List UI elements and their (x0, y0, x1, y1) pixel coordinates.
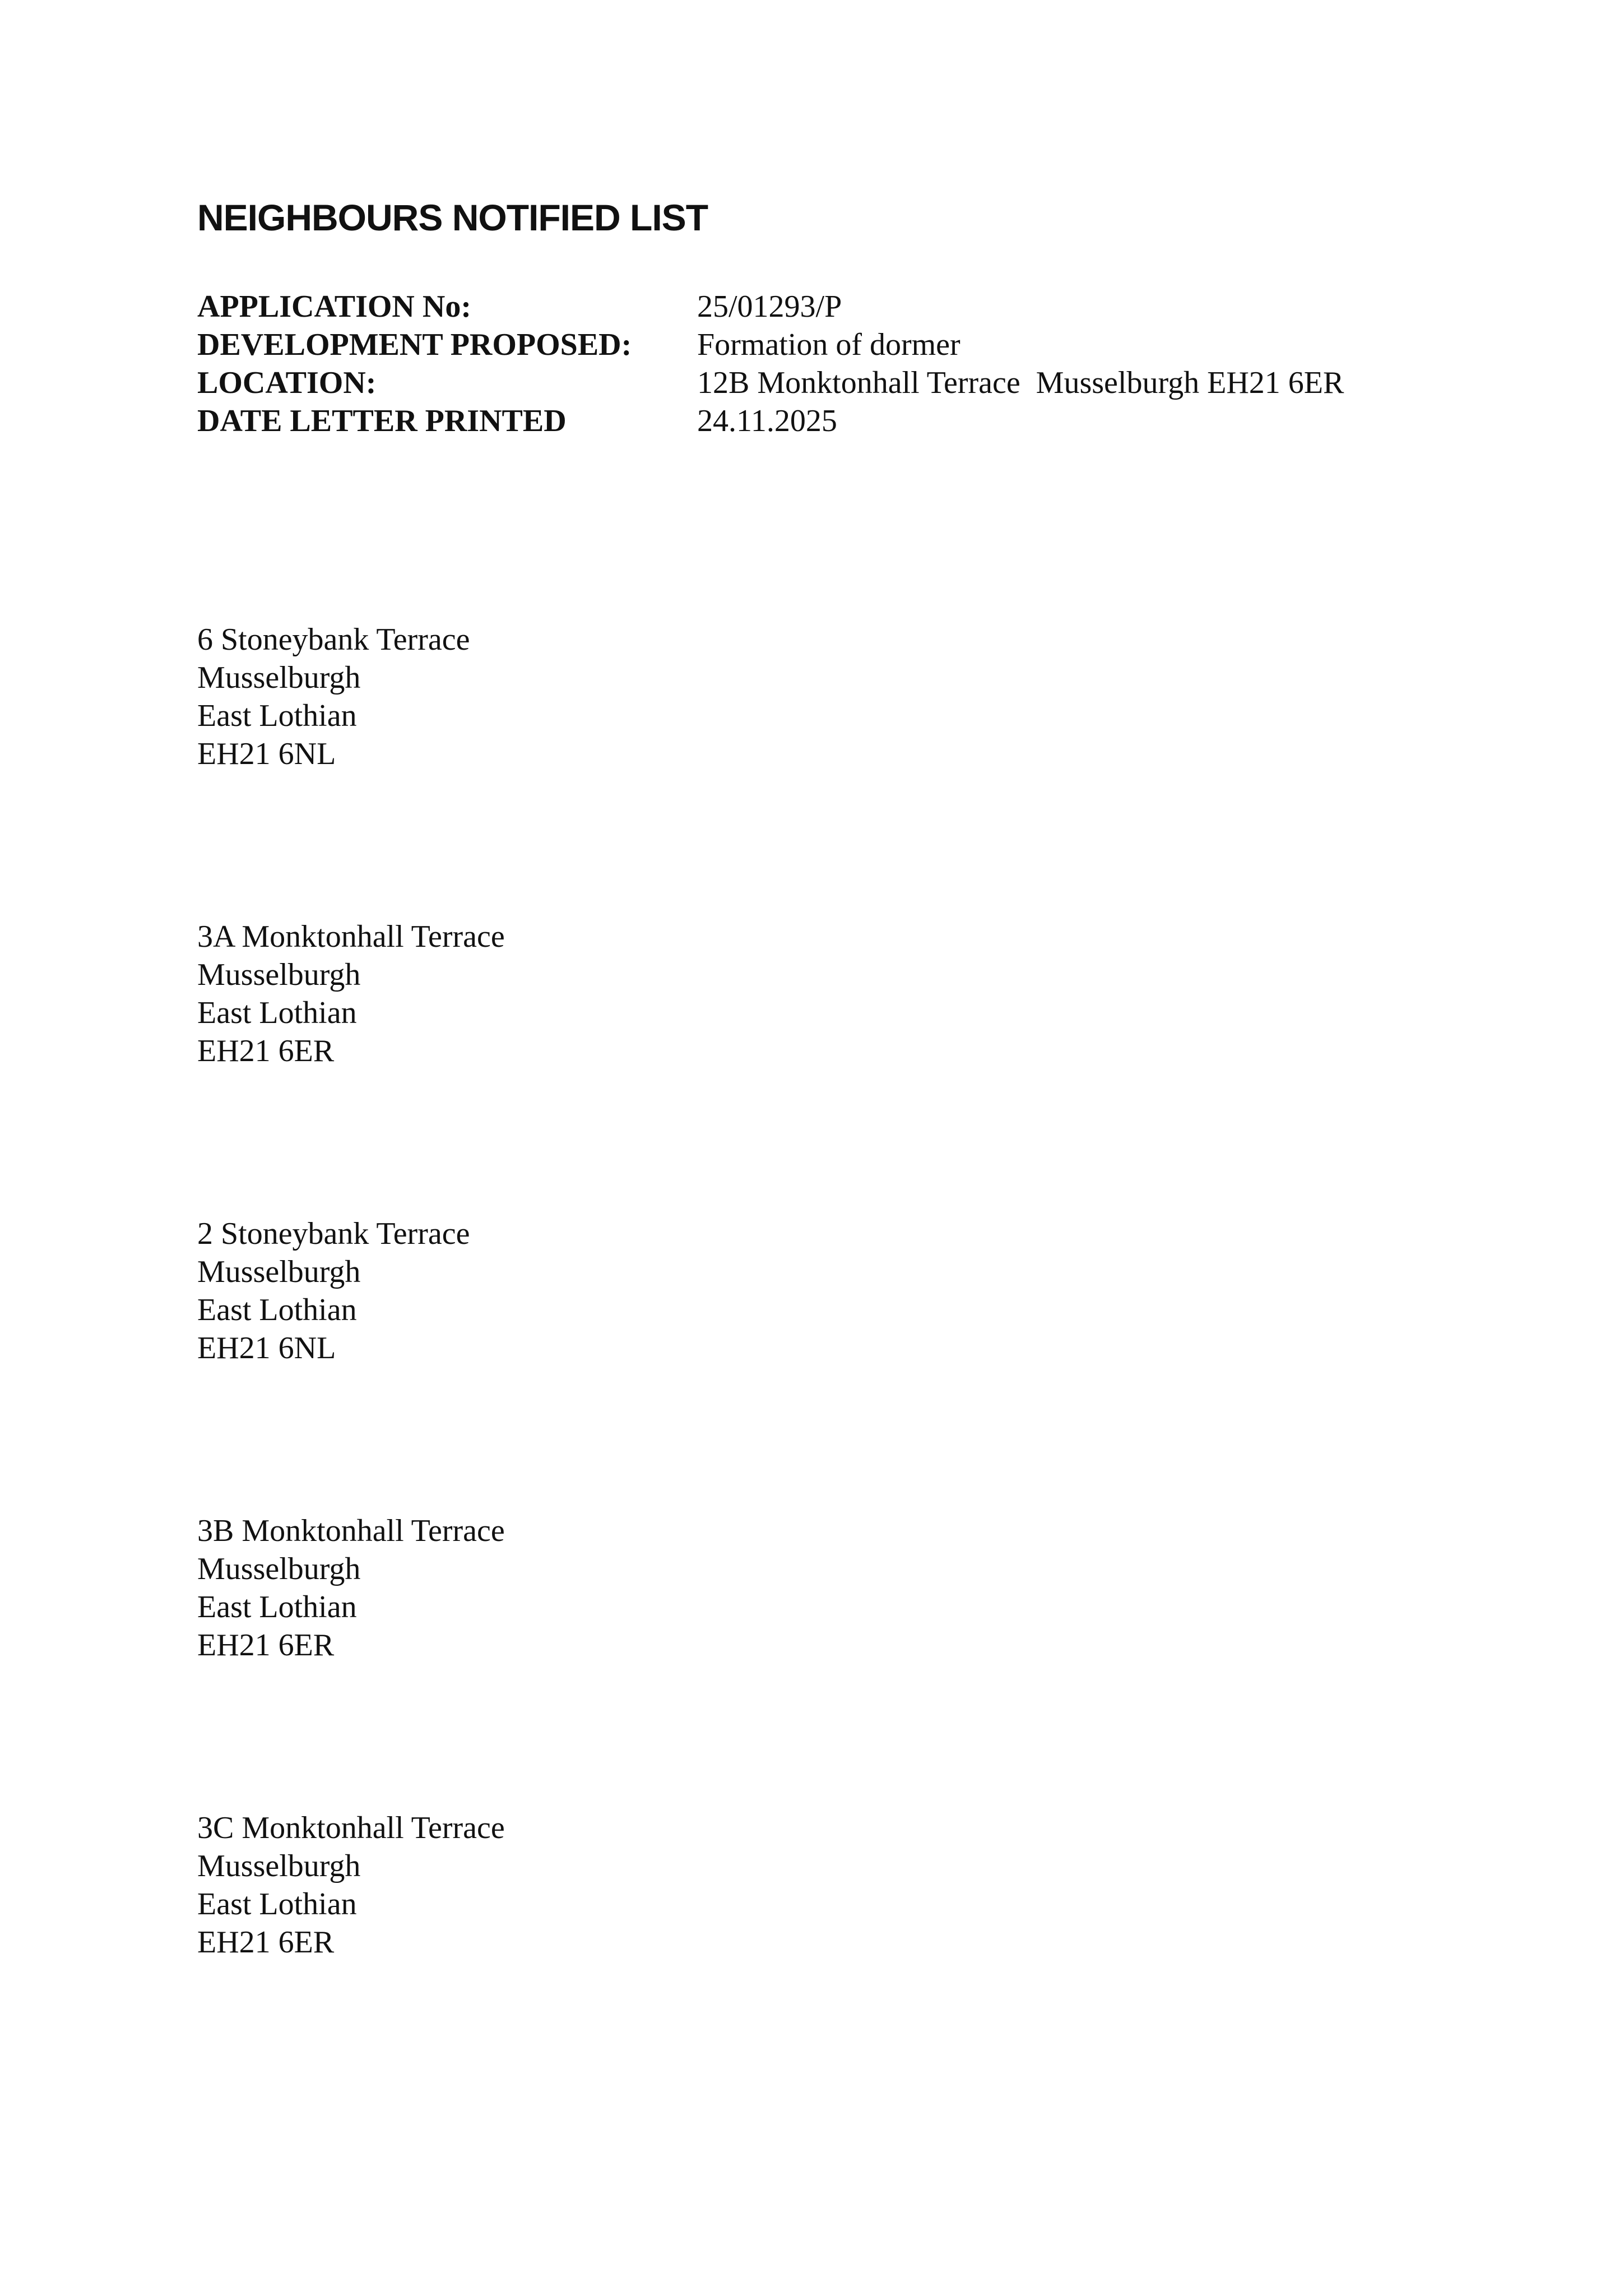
page-title: NEIGHBOURS NOTIFIED LIST (197, 197, 708, 238)
location-label: LOCATION: (197, 365, 377, 400)
application-number-label: APPLICATION No: (197, 289, 471, 324)
address-street: 3A Monktonhall Terrace (197, 919, 505, 954)
address-postcode: EH21 6ER (197, 1925, 335, 1960)
date-letter-printed-value: 24.11.2025 (697, 404, 837, 438)
location-value: 12B Monktonhall Terrace Musselburgh EH21 6ER (697, 365, 1344, 400)
development-proposed-row (197, 326, 1344, 364)
date-letter-printed-label: DATE LETTER PRINTED (197, 404, 567, 438)
address-region: East Lothian (197, 1293, 357, 1327)
neighbour-address (197, 1809, 505, 1961)
address-region: East Lothian (197, 1887, 357, 1922)
address-postcode: EH21 6NL (197, 1331, 336, 1365)
neighbour-address (197, 918, 505, 1070)
application-number-row (197, 288, 1344, 326)
application-number-value: 25/01293/P (697, 289, 842, 324)
address-street: 2 Stoneybank Terrace (197, 1216, 470, 1251)
location-row (197, 364, 1344, 402)
address-town: Musselburgh (197, 660, 361, 695)
address-street: 3C Monktonhall Terrace (197, 1811, 505, 1845)
neighbour-address (197, 1512, 505, 1664)
address-region: East Lothian (197, 698, 357, 733)
address-region: East Lothian (197, 996, 357, 1030)
neighbour-address (197, 621, 470, 773)
date-letter-printed-row (197, 402, 1344, 440)
address-street: 3B Monktonhall Terrace (197, 1513, 505, 1548)
address-town: Musselburgh (197, 1255, 361, 1289)
application-details (197, 288, 1344, 440)
address-town: Musselburgh (197, 1849, 361, 1883)
address-town: Musselburgh (197, 957, 361, 992)
neighbour-address (197, 1215, 470, 1367)
address-postcode: EH21 6NL (197, 737, 336, 771)
development-proposed-value: Formation of dormer (697, 327, 961, 362)
address-street: 6 Stoneybank Terrace (197, 622, 470, 657)
address-region: East Lothian (197, 1590, 357, 1624)
development-proposed-label: DEVELOPMENT PROPOSED: (197, 327, 632, 362)
address-town: Musselburgh (197, 1552, 361, 1586)
address-postcode: EH21 6ER (197, 1628, 335, 1663)
address-postcode: EH21 6ER (197, 1034, 335, 1068)
